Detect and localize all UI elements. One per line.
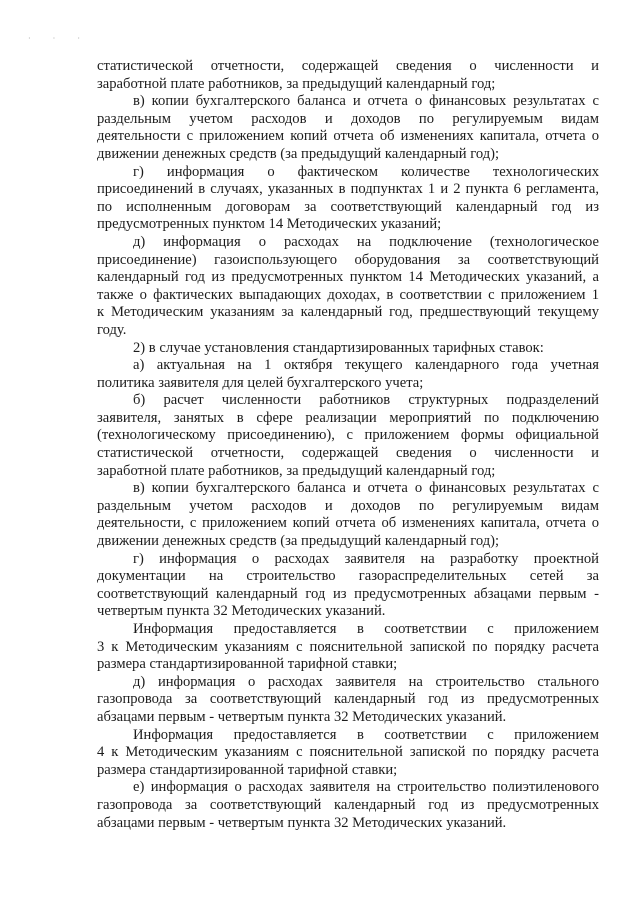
- text-line: документации на строительство газораспределительных сетей за: [97, 568, 599, 585]
- text-line: календарный год из предусмотренных пунктом 14 Методических указаний, а: [97, 269, 599, 286]
- text-line: а) актуальная на 1 октября текущего календарного года учетная: [133, 357, 599, 374]
- text-line: Информация предоставляется в соответствии с приложением: [133, 726, 599, 743]
- text-line: заявителя, занятых в сфере реализации мероприятий по подключению: [97, 409, 599, 426]
- text-line: заработной плате работников, за предыдущий календарный год;: [97, 462, 496, 479]
- text-line: д) информация о расходах заявителя на строительство стального: [133, 673, 599, 690]
- text-line: политика заявителя для целей бухгалтерского учета;: [97, 374, 424, 391]
- text-line: размера стандартизированной тарифной ставки;: [97, 761, 398, 778]
- text-line: газопровода за соответствующий календарный год из предусмотренных: [97, 796, 599, 813]
- text-line: заработной плате работников, за предыдущий календарный год;: [97, 75, 496, 92]
- text-line: е) информация о расходах заявителя на строительство полиэтиленового: [133, 779, 599, 796]
- text-line: размера стандартизированной тарифной ставки;: [97, 656, 398, 673]
- scan-marks: · · ·: [28, 34, 90, 43]
- text-line: в) копии бухгалтерского баланса и отчета о финансовых результатах с: [133, 93, 599, 110]
- text-line: присоединений в случаях, указанных в подпунктах 1 и 2 пункта 6 регламента,: [97, 181, 599, 198]
- text-line: раздельным учетом расходов и доходов по регулируемым видам: [97, 110, 599, 127]
- document-body: [97, 58, 599, 832]
- text-line: также о фактических выпадающих доходах, в соответствии с приложением 1: [97, 286, 599, 303]
- text-line: д) информация о расходах на подключение (технологическое: [133, 233, 599, 250]
- text-line: движении денежных средств (за предыдущий календарный год);: [97, 145, 500, 162]
- text-line: к Методическим указаниям за календарный год, предшествующий текущему: [97, 304, 599, 321]
- text-line: (технологическому присоединению), с приложением формы официальной: [97, 427, 599, 444]
- text-line: 2) в случае установления стандартизированных тарифных ставок:: [133, 339, 544, 356]
- text-line: статистической отчетности, содержащей сведения о численности и: [97, 58, 599, 74]
- text-line: раздельным учетом расходов и доходов по регулируемым видам: [97, 497, 599, 514]
- text-line: абзацами первым - четвертым пункта 32 Методических указаний.: [97, 814, 507, 831]
- text-line: статистической отчетности, содержащей сведения о численности и: [97, 445, 599, 462]
- text-line: г) информация о расходах заявителя на разработку проектной: [133, 550, 599, 567]
- text-line: б) расчет численности работников структурных подразделений: [133, 392, 599, 409]
- text-line: соответствующий календарный год из предусмотренных абзацами первым -: [97, 585, 599, 602]
- text-line: Информация предоставляется в соответствии с приложением: [133, 621, 599, 637]
- text-line: присоединение) газоиспользующего оборудования за соответствующий: [97, 251, 599, 268]
- text-line: 3 к Методическим указаниям с пояснительной запиской по порядку расчета: [97, 638, 599, 655]
- text-line: абзацами первым - четвертым пункта 32 Методических указаний.: [97, 708, 507, 725]
- text-line: году.: [97, 321, 127, 338]
- text-line: предусмотренных пунктом 14 Методических указаний;: [97, 216, 442, 233]
- text-line: деятельности с приложением копий отчета об изменениях капитала, отчета о: [97, 128, 599, 145]
- text-line: деятельности, с приложением копий отчета об изменениях капитала, отчета о: [97, 515, 599, 532]
- text-line: г) информация о фактическом количестве технологических: [133, 163, 599, 180]
- text-line: 4 к Методическим указаниям с пояснительной запиской по порядку расчета: [97, 744, 599, 761]
- text-line: газопровода за соответствующий календарный год из предусмотренных: [97, 691, 599, 708]
- text-line: движении денежных средств (за предыдущий календарный год);: [97, 533, 500, 550]
- text-line: по исполненным договорам за соответствующий календарный год из: [97, 198, 599, 215]
- text-line: четвертым пункта 32 Методических указаний.: [97, 603, 386, 620]
- text-line: в) копии бухгалтерского баланса и отчета о финансовых результатах с: [133, 480, 599, 497]
